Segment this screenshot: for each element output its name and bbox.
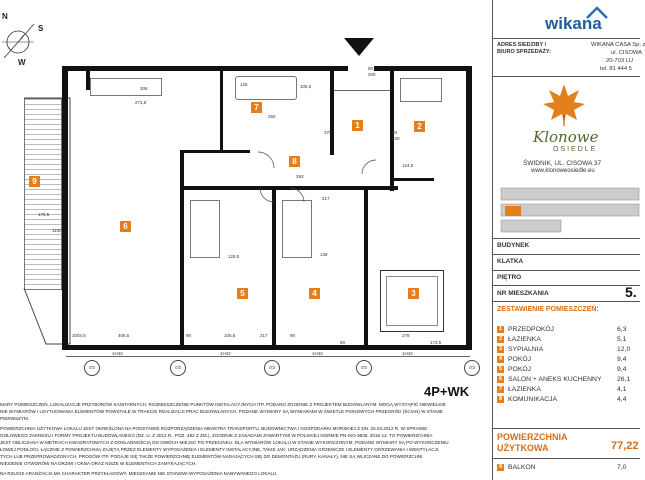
room-name: ŁAZIENKA [508,386,541,393]
room-name: KOMUNIKACJA [508,396,558,403]
wall-left [62,66,68,348]
axis-label-1: 1H42 [112,351,123,356]
field-floor: PIĘTRO [497,274,522,281]
dim-4: 175,5 [38,212,50,217]
room-badge-8: 8 [289,156,300,167]
divider-6 [493,285,640,286]
room-row-8 [497,396,640,405]
divider-4 [493,254,640,255]
room-badge-3: 3 [408,288,419,299]
dim-15: 278 [402,333,410,338]
rooms-title: ZESTAWIENIE POMIESZCZEŃ: [497,306,599,313]
bed-room3-inner [386,276,438,326]
dim-12: 105,5 [224,333,236,338]
dim-19: 90 [340,340,346,345]
note-line-1: MARY POMIESZCZEŃ, LOKALIZACJE PRZYBORÓW SANITARNYCH, ROZMIESZCZENIE PUNKTÓW INSTALACYJNYCH ITP. PODANO ZGODNIE Z PROJEKTEM BUDOWLANYM. MOGĄ WYSTĄPIĆ NIEWIELKIE [0,402,446,407]
divider-2 [493,76,640,77]
note-line-4: POWIERZCHNIA UŻYTKOWA LOKALU JEST OKREŚLONA NA PODSTAWIE ROZPORZĄDZENIA MINISTRA TRANSPORTU, BUDOWNICTWA I GOSPODARKI MORSKIEJ Z DN. 25.04.2012 R. W SPRAWIE [0,426,428,431]
field-apt-number: NR MIESZKANIA [497,290,549,297]
room-name: PRZEDPOKÓJ [508,326,555,333]
usable-area-label-1: POWIERZCHNIA [497,432,568,442]
room-area: 12,0 [617,346,631,353]
axis-label-4: 1H42 [402,351,413,356]
dim-1: 306 [140,86,148,91]
room-area: 26,1 [617,376,631,383]
office-label-2: BIURO SPRZEDAŻY: [497,49,551,55]
usable-area-label-2: UŻYTKOWA [497,443,549,453]
dim-3: 250 [268,114,276,119]
maple-leaf-icon [541,82,587,126]
site-plan-thumbnail [499,180,639,236]
note-line-8: TYCH LUB PRZEPROWADZONYCH, PROGÓW ITP. PODAJE SIĘ TAKŻE POWIERZCHNIĘ ELEMENTÓW NADAJĄCYCH SIĘ DO DEMONTAŻU (RURY, KANAŁY), NIE SĄ WLICZANE DO POWIERZCHNI [0,454,423,459]
room-area: 9,4 [617,366,627,373]
room-area: 4,1 [617,386,627,393]
note-line-9: NIESIENIE OTWORÓW NA DRZWI I OKNA ORAZ NISZE W ELEMENTACH ZAMYKAJĄCYCH. [0,461,197,466]
room-name: SYPIALNIA [508,346,544,353]
room-badge-4: 4 [309,288,320,299]
note-line-6: JEST OBLICZANA W METRACH KWADRATOWYCH Z DOKŁADNOŚCIĄ DO DWÓCH MIEJSC PO PRZECINKU. DLA WYMIARÓW LOKALU W STANIE WYKOŃCZONYM, PODANE WYMIARY SĄ PO WYKOŃCZENIU [0,440,449,445]
wikana-wordmark: wikana [545,14,602,33]
office-street: ul. CISOWA [611,50,643,56]
office-city: 20-703 LU [606,58,634,64]
note-line-5: GÓŁOWEGO ZAKRESU I FORMY PROJEKTU BUDOWLANEGO (DZ. U. Z 2012 R., POZ. 462 Z ZM.), ZGODNIE Z ZASADAMI ZAWARTYMI W POLSKIEJ NORMIE PN-ISO 9836: 2015-12. TO POWIERZCHNIA [0,433,433,438]
wall-bottom [62,345,472,350]
room-row-3 [497,346,640,355]
note-line-10: NA RZUCIE ARANŻACJA MA CHARAKTER PRZYKŁADOWY. MIESZKANIE NIE STANOWI WYPOSAŻENIA NABYWANEGO LOKALU. [0,471,278,476]
kitchen-counter [90,78,162,96]
wall-top-right [374,66,470,71]
room-name: POKÓJ [508,366,532,373]
room-row-4 [497,356,640,365]
wall-top-main [88,66,348,71]
door-label-4: 200 [368,72,376,77]
bath2-shower [400,78,442,102]
room-num: 8 [498,396,503,402]
apartment-type-label: 4P+WK [424,384,470,399]
wall-bath7-left [220,71,223,151]
room-name: ŁAZIENKA [508,336,541,343]
dim-20: 124,5 [402,163,414,168]
door-label-2: 200 [392,136,400,141]
dim-16: 405,5 [118,333,130,338]
axis-circle-5: 0'3 [464,360,480,376]
room-badge-2: 2 [414,121,425,132]
room-badge-5: 5 [237,288,248,299]
room-row-5 [497,366,640,375]
room-num: 1 [498,326,503,332]
site-plan-graphic [499,180,639,236]
room-area: 6,3 [617,326,627,333]
room-row-2 [497,336,640,345]
room-badge-6: 6 [120,221,131,232]
room-num: 9 [498,464,503,470]
wikana-logo [543,6,638,40]
room-num: 5 [498,366,503,372]
room-row-7 [497,386,640,395]
divider-7 [493,301,640,302]
room-row-6 [497,376,640,385]
compass-n: N [2,12,8,21]
office-label-1: ADRES SIEDZIBY / [497,42,547,48]
room-badge-1: 1 [352,120,363,131]
axis-label-2: 1H42 [220,351,231,356]
info-panel [492,0,645,480]
room-num: 3 [498,346,503,352]
room-area: 5,1 [617,336,627,343]
dim-21: 138 [320,252,328,257]
bath7-tub [235,76,297,100]
dim-18: 173,5 [430,340,442,345]
dim-9: 217 [322,196,330,201]
apt-number-value: 5. [625,284,637,300]
room-name: BALKON [508,464,536,471]
divider-8 [493,428,640,429]
room-name: SALON + ANEKS KUCHENNY [508,376,602,383]
divider-3 [493,238,640,239]
room-num: 6 [498,376,503,382]
wall-right [466,66,472,348]
dim-10: 375 [324,130,332,135]
door-label-3: 80 [368,66,374,71]
dim-8: 125 [240,82,248,87]
note-line-3: PIERWSZYM. [0,416,30,421]
dim-11: 90 [186,333,192,338]
entrance-arrow-icon [344,38,374,58]
dim-chain-line [66,356,470,357]
room-num: 2 [498,336,503,342]
wall-entry-line [334,90,390,91]
note-line-7: ŁOWEJ PODŁOGI, ŁĄCZNIE Z POWIERZCHNIĄ ZAJĘTĄ PRZEZ ELEMENTY WYPOSAŻENIA I ELEMENTY INSTALACYJNE, TAKIE JAK: URZĄDZENIA GRZEWCZE I ELEMENTY OGRZEWANIA I WENTYLACJI, [0,447,440,452]
compass-s: S [38,24,44,33]
room-area: 7,0 [617,464,627,471]
dim-14: 217 [260,333,268,338]
estate-address: ŚWIDNIK, UL. CISOWA 37 [523,160,602,167]
wall-room4-3 [364,190,368,346]
wall-bath2-bottom [394,178,434,181]
divider-5 [493,270,640,271]
axis-circle-4: 0'3 [356,360,372,376]
axis-circle-2: 0'3 [170,360,186,376]
dim-17: 1004,5 [72,333,86,338]
usable-area-value: 77,22 [611,440,639,452]
field-building: BUDYNEK [497,242,530,249]
room-num: 4 [498,356,503,362]
room-area: 4,4 [617,396,627,403]
estate-name: Klonowe [533,128,599,146]
axis-label-3: 1H42 [312,351,323,356]
balcony-row [497,464,640,473]
compass-w: W [18,58,26,67]
dim-5: 1100 [52,228,62,233]
dim-6: 393 [296,174,304,179]
room-row-1 [497,326,640,335]
room-area: 9,4 [617,356,627,363]
office-phone: tel. 81 444 5 [600,66,632,72]
divider-1 [493,38,640,39]
room-name: POKÓJ [508,356,532,363]
room-num: 7 [498,386,503,392]
axis-circle-1: 0'3 [84,360,100,376]
wall-room5-4 [272,190,276,346]
estate-website: www.klonoweosiedle.eu [531,168,595,174]
door-label-1: 80 [392,130,398,135]
divider-9 [493,458,640,459]
balcony-outline [18,92,78,352]
office-company: WIKANA CASA Sp. z [591,42,645,48]
note-line-2: NIE WYMIARÓW I USYTUOWANIA ELEMENTÓW POWSTAŁE W TRAKCIE REALIZACJI PRAC BUDOWLANYCH. PODANE WYMIARY SĄ WYMIARAMI W ŚWIETLE PIONOWYCH PRZEGRÓD (ŚCIAN) W STANIE [0,409,443,414]
room-badge-7: 7 [251,102,262,113]
door-arcs [180,140,380,210]
dim-7: 105,5 [300,84,312,89]
dim-2: 271,5 [135,100,147,105]
axis-circle-3: 0'3 [264,360,280,376]
estate-sub: OSIEDLE [553,146,598,153]
room-badge-9: 9 [29,176,40,187]
dim-13: 90 [290,333,296,338]
field-stairwell: KLATKA [497,258,524,265]
dim-22: 129,5 [228,254,240,259]
notes-block [0,402,492,480]
